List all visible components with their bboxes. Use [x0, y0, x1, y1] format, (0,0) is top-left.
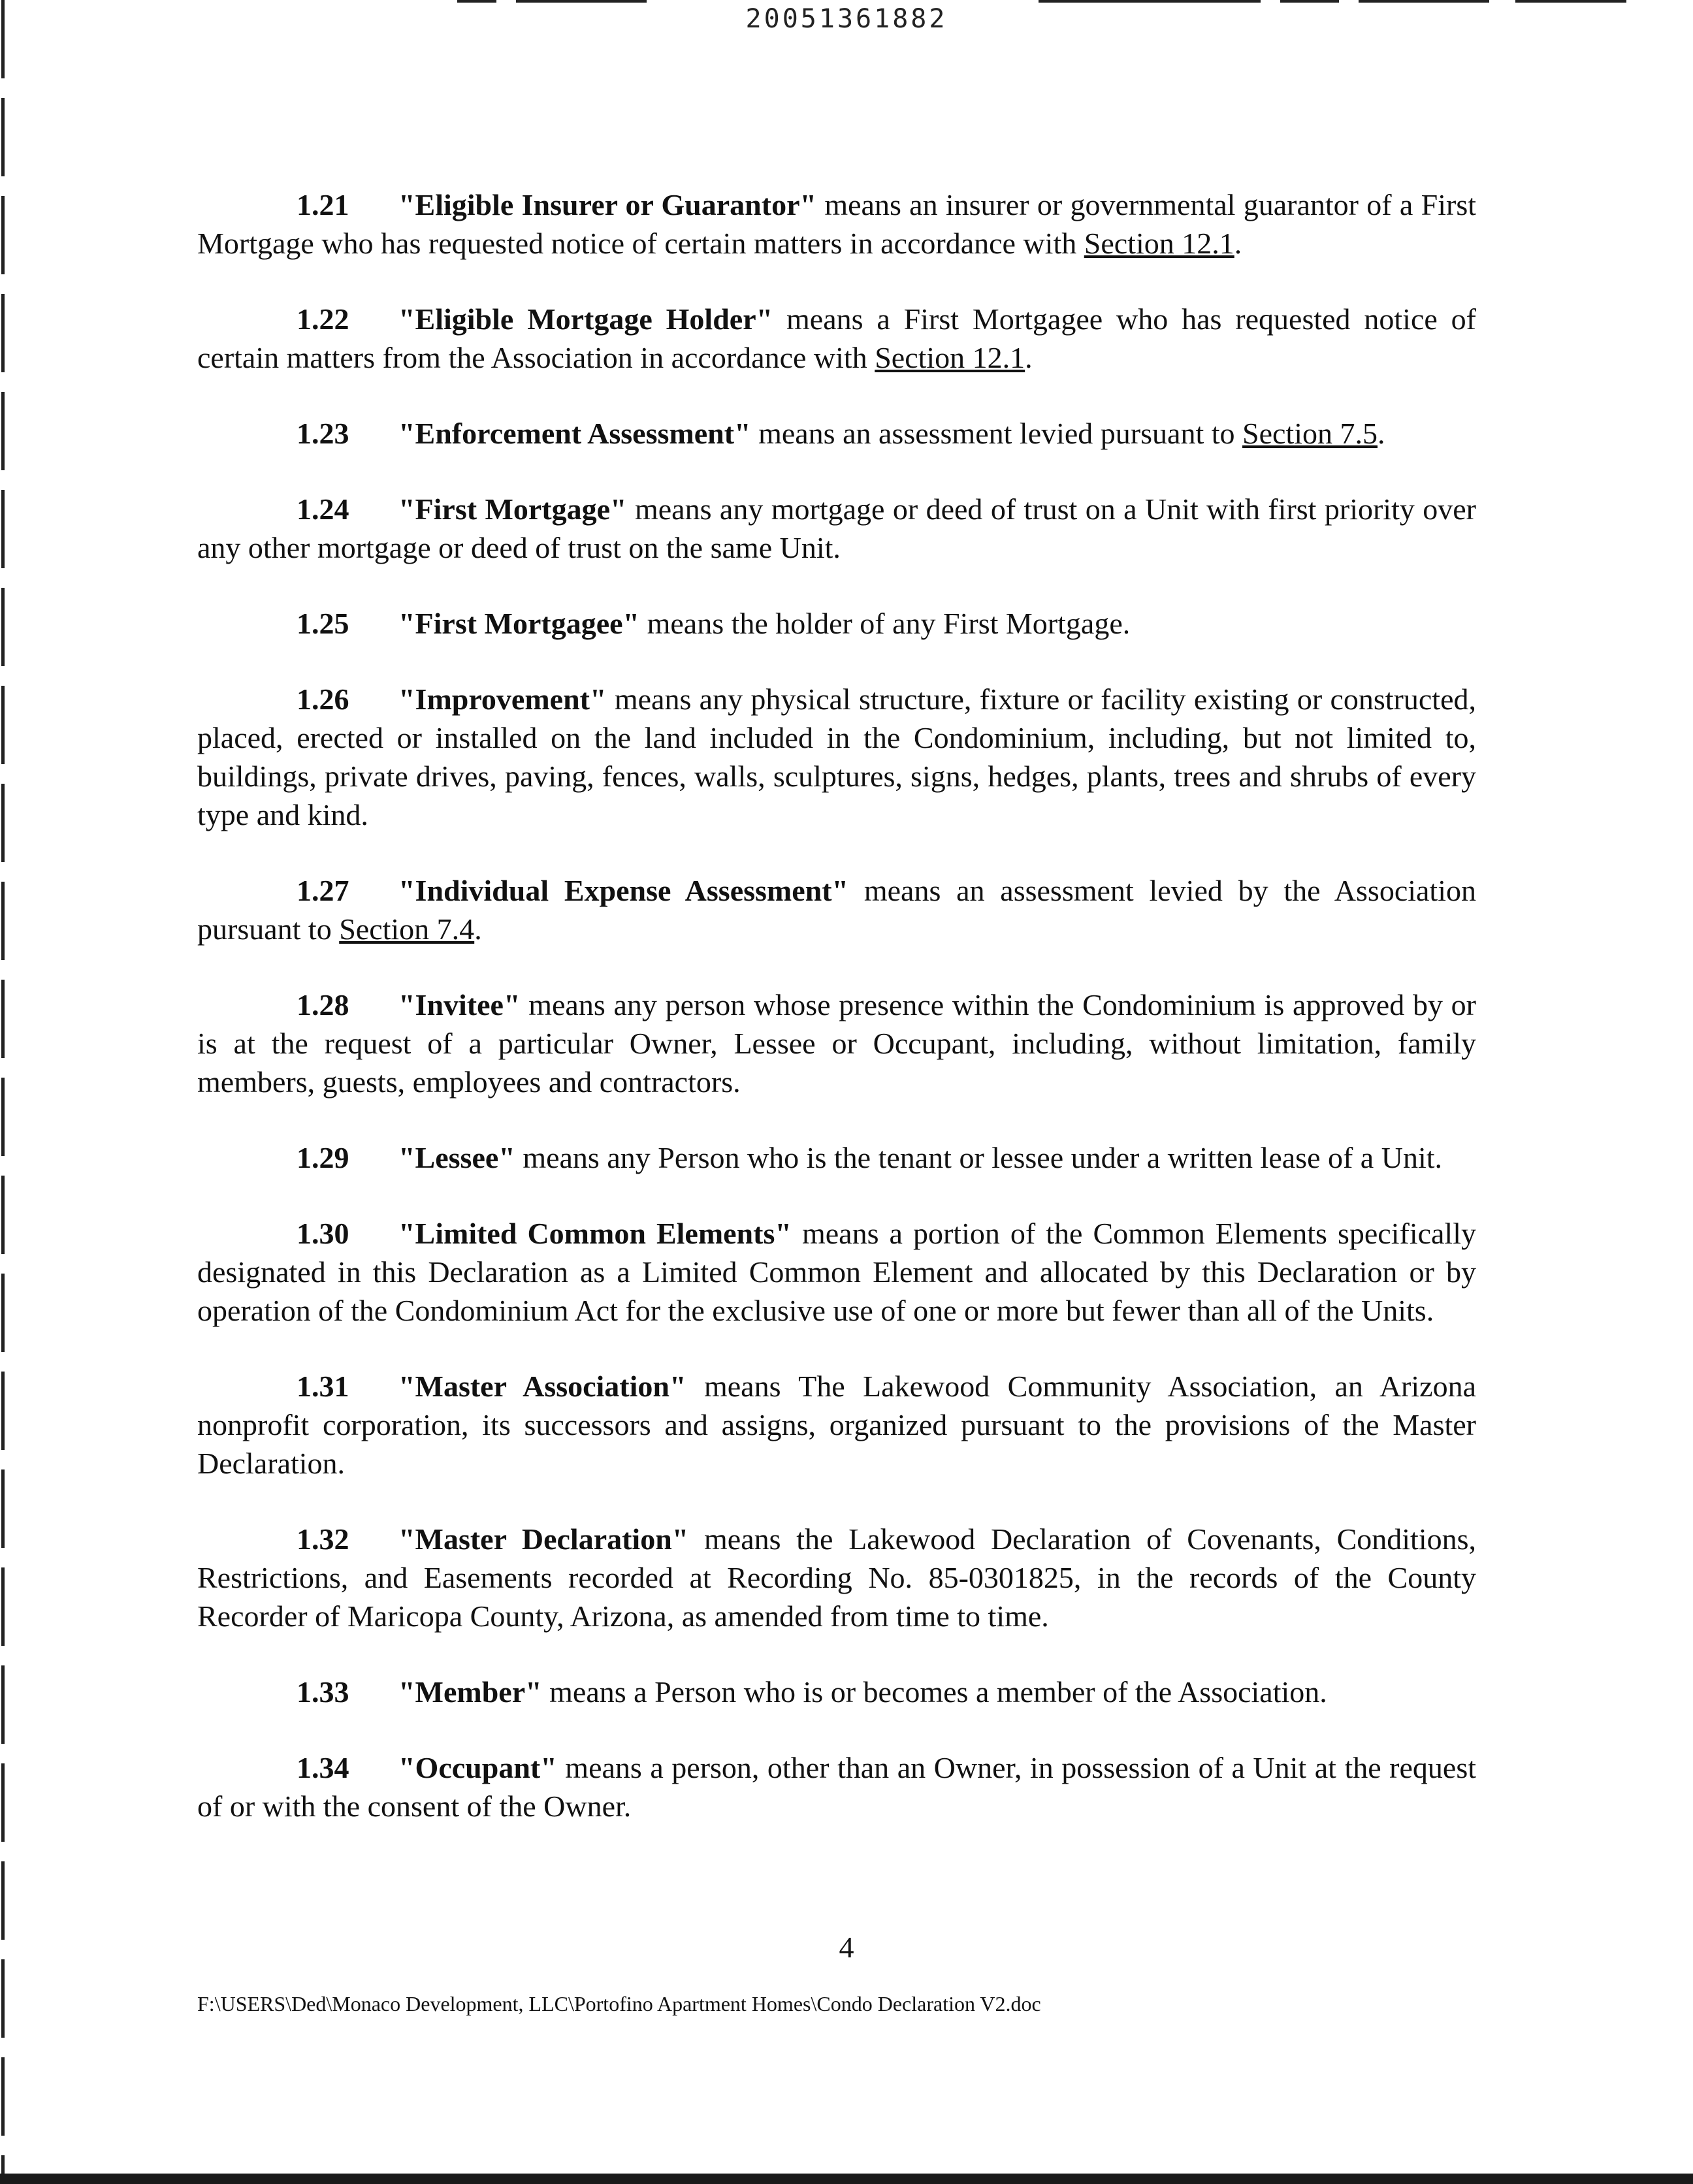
definition-number: 1.33 — [297, 1675, 349, 1709]
definition-text: means The Lakewood Community Association, an Arizona nonprofit corporation, its successors and assigns, organized pursuant to the provisions of the Master Declaration. — [197, 1370, 1476, 1480]
section-reference: Section 7.5 — [1242, 417, 1378, 450]
definition-number: 1.31 — [297, 1370, 349, 1403]
document-number: 20051361882 — [745, 4, 948, 34]
definition-text: means any person whose presence within the Condominium is approved by or is at the request of a particular Owner, Lessee or Occupant, including, without limitation, family members, guests, employees and contractors. — [197, 988, 1476, 1099]
definition-text: means any physical structure, fixture or facility existing or constructed, placed, erected or installed on the land included in the Condominium, including, but not limited to, buildings, private drives, paving, fences, walls, sculptures, signs, hedges, plants, trees and shrubs of every type and kind. — [197, 682, 1476, 831]
definition-text: means the Lakewood Declaration of Covenants, Conditions, Restrictions, and Easements recorded at Recording No. 85-0301825, in the records of the County Recorder of Maricopa County, Arizona, as amended from time to time. — [197, 1522, 1476, 1633]
definition-term: "Improvement" — [398, 682, 607, 716]
definition-number: 1.22 — [297, 302, 349, 336]
definition-term: "Eligible Mortgage Holder" — [398, 302, 773, 336]
definition-number: 1.30 — [297, 1217, 349, 1250]
definition-term: "First Mortgagee" — [398, 607, 640, 640]
footer-file-path: F:\USERS\Ded\Monaco Development, LLC\Portofino Apartment Homes\Condo Declaration V2.doc — [197, 1992, 1041, 2015]
scan-mark — [1359, 0, 1489, 3]
definition-paragraph — [197, 490, 1476, 567]
definition-term: "Master Association" — [398, 1370, 686, 1403]
definition-punctuation: . — [1234, 227, 1242, 260]
definition-text: means an assessment levied pursuant to — [750, 417, 1243, 450]
definition-paragraph — [197, 871, 1476, 948]
definition-text: means any mortgage or deed of trust on a Unit with first priority over any other mortgage or deed of trust on the same Unit. — [197, 492, 1476, 564]
scan-edge-left — [1, 0, 5, 2175]
definition-text: means a person, other than an Owner, in possession of a Unit at the request of or with the consent of the Owner. — [197, 1751, 1476, 1823]
definition-term: "Lessee" — [398, 1141, 515, 1174]
definition-paragraph — [197, 185, 1476, 263]
definition-paragraph — [197, 1138, 1476, 1177]
definition-text: means a First Mortgagee who has requested notice of certain matters from the Association in accordance with — [197, 302, 1476, 374]
scan-mark — [457, 0, 496, 3]
definition-text: means the holder of any First Mortgage. — [639, 607, 1131, 640]
section-reference: Section 12.1 — [1084, 227, 1234, 260]
definition-paragraph — [197, 1748, 1476, 1825]
definition-term: "Eligible Insurer or Guarantor" — [398, 188, 817, 221]
definition-paragraph — [197, 1520, 1476, 1635]
definition-punctuation: . — [474, 912, 482, 946]
section-reference: Section 7.4 — [339, 912, 475, 946]
definition-term: "Individual Expense Assessment" — [398, 874, 849, 907]
page-number: 4 — [839, 1931, 854, 1964]
definition-term: "Enforcement Assessment" — [398, 417, 751, 450]
definition-term: "Invitee" — [398, 988, 521, 1021]
scan-mark — [516, 0, 647, 3]
definition-number: 1.29 — [297, 1141, 349, 1174]
scan-mark — [1280, 0, 1339, 3]
definition-number: 1.25 — [297, 607, 349, 640]
definition-punctuation: . — [1025, 341, 1033, 374]
definition-punctuation: . — [1378, 417, 1385, 450]
scan-edge-bottom — [0, 2174, 1693, 2184]
definition-number: 1.21 — [297, 188, 349, 221]
definition-term: "Master Declaration" — [398, 1522, 689, 1556]
definition-number: 1.26 — [297, 682, 349, 716]
definition-paragraph — [197, 1214, 1476, 1330]
definition-term: "Occupant" — [398, 1751, 557, 1784]
definition-paragraph — [197, 604, 1476, 643]
definitions-section — [197, 185, 1476, 1863]
definition-text: means any Person who is the tenant or lessee under a written lease of a Unit. — [515, 1141, 1443, 1174]
definition-number: 1.27 — [297, 874, 349, 907]
scan-mark — [1039, 0, 1261, 3]
definition-paragraph — [197, 1673, 1476, 1711]
definition-paragraph — [197, 986, 1476, 1101]
section-reference: Section 12.1 — [875, 341, 1025, 374]
definition-paragraph — [197, 680, 1476, 834]
definition-text: means an insurer or governmental guarantor of a First Mortgage who has requested notice of certain matters in accordance with — [197, 188, 1476, 260]
definition-number: 1.24 — [297, 492, 349, 526]
scan-mark — [1515, 0, 1626, 3]
definition-term: "Limited Common Elements" — [398, 1217, 792, 1250]
definition-number: 1.34 — [297, 1751, 349, 1784]
definition-text: means an assessment levied by the Association pursuant to — [197, 874, 1476, 946]
definition-number: 1.28 — [297, 988, 349, 1021]
definition-paragraph — [197, 1367, 1476, 1483]
definition-paragraph — [197, 300, 1476, 377]
definition-number: 1.23 — [297, 417, 349, 450]
definition-term: "Member" — [398, 1675, 542, 1709]
definition-text: means a Person who is or becomes a member of the Association. — [541, 1675, 1327, 1709]
definition-term: "First Mortgage" — [398, 492, 627, 526]
definition-text: means a portion of the Common Elements specifically designated in this Declaration as a Limited Common Element and allocated by this Declaration or by operation of the Condominium Act for the exclusive use of one or more but fewer than all of the Units. — [197, 1217, 1476, 1327]
definition-paragraph — [197, 414, 1476, 453]
definition-number: 1.32 — [297, 1522, 349, 1556]
